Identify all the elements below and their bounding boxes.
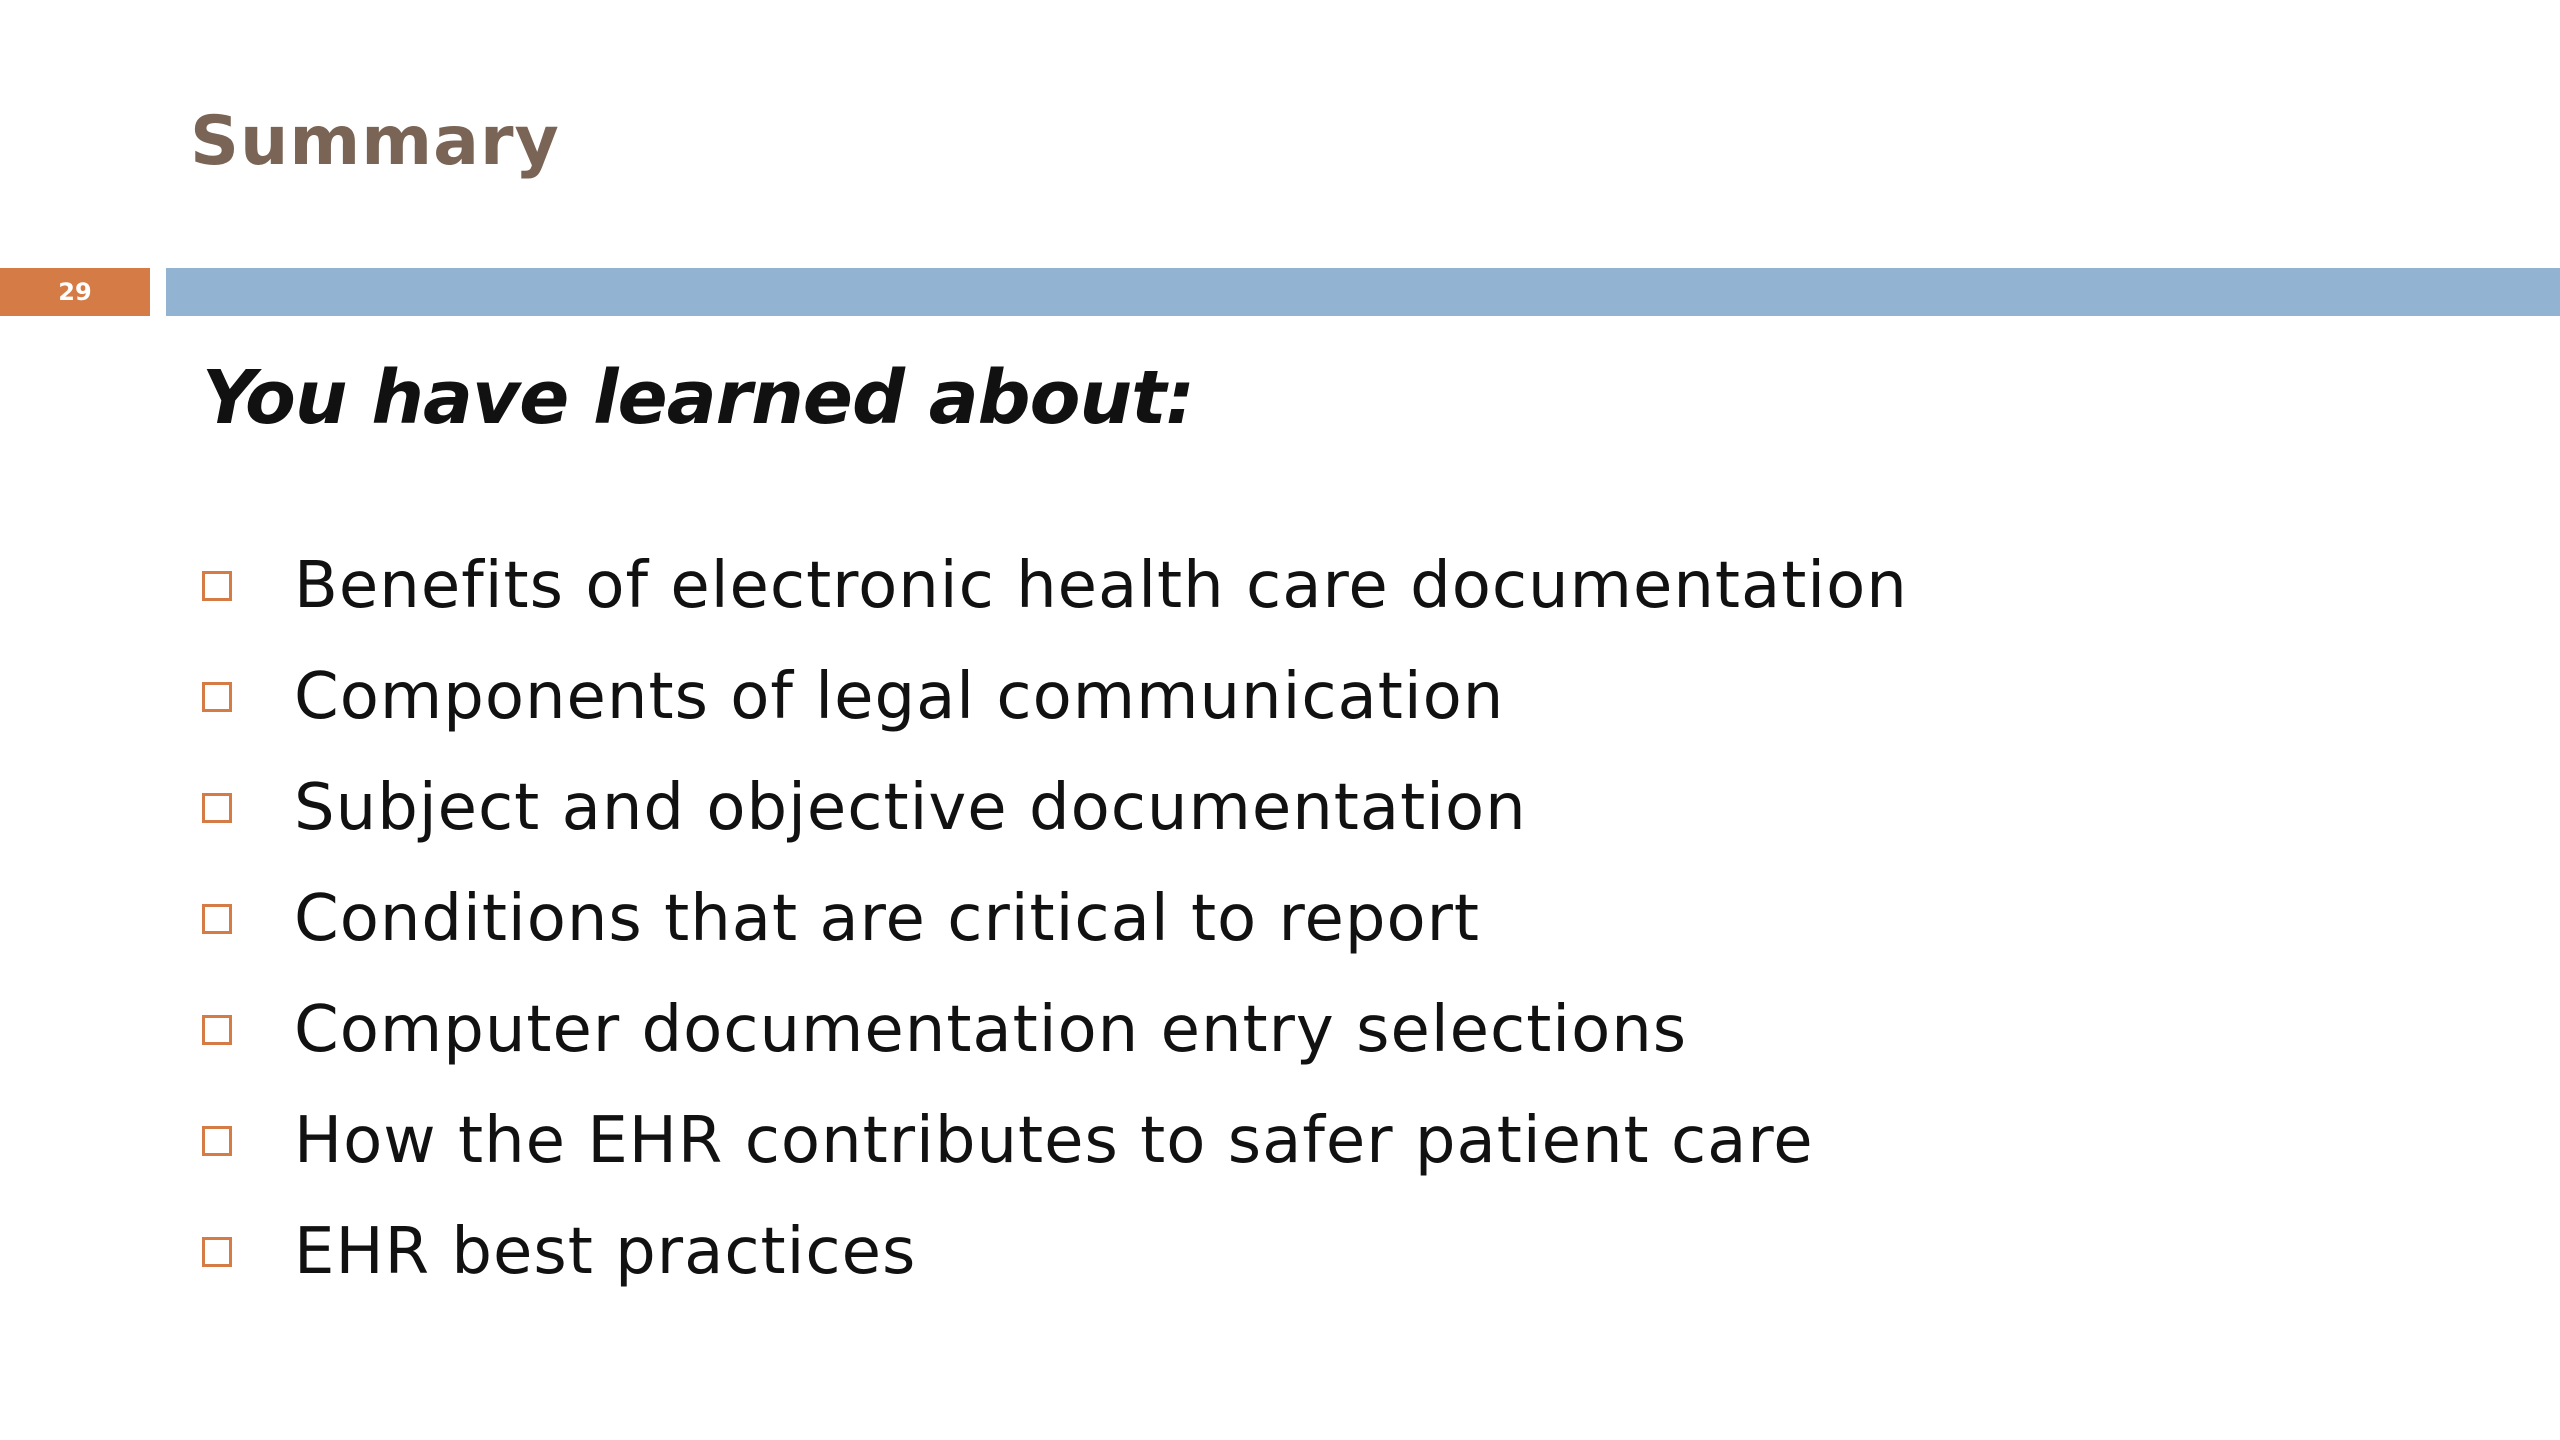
list-item	[202, 641, 1908, 752]
slide-number: 29	[0, 268, 150, 316]
bullet-text: How the EHR contributes to safer patient care	[294, 1103, 1814, 1178]
lead-in-heading: You have learned about:	[202, 355, 1195, 441]
bullet-text: Components of legal communication	[294, 659, 1505, 734]
square-bullet-icon	[202, 793, 232, 823]
bullet-text: Computer documentation entry selections	[294, 992, 1688, 1067]
square-bullet-icon	[202, 682, 232, 712]
list-item	[202, 752, 1908, 863]
bullet-text: EHR best practices	[294, 1214, 917, 1289]
square-bullet-icon	[202, 1015, 232, 1045]
slide-title: Summary	[190, 102, 560, 181]
list-item	[202, 1196, 1908, 1307]
list-item	[202, 1085, 1908, 1196]
square-bullet-icon	[202, 1126, 232, 1156]
bullet-text: Subject and objective documentation	[294, 770, 1527, 845]
bullet-list	[202, 530, 1908, 1307]
square-bullet-icon	[202, 571, 232, 601]
list-item	[202, 863, 1908, 974]
bullet-text: Conditions that are critical to report	[294, 881, 1480, 956]
title-rule	[166, 268, 2560, 316]
square-bullet-icon	[202, 904, 232, 934]
bullet-text: Benefits of electronic health care documentation	[294, 548, 1908, 623]
list-item	[202, 974, 1908, 1085]
list-item	[202, 530, 1908, 641]
square-bullet-icon	[202, 1237, 232, 1267]
